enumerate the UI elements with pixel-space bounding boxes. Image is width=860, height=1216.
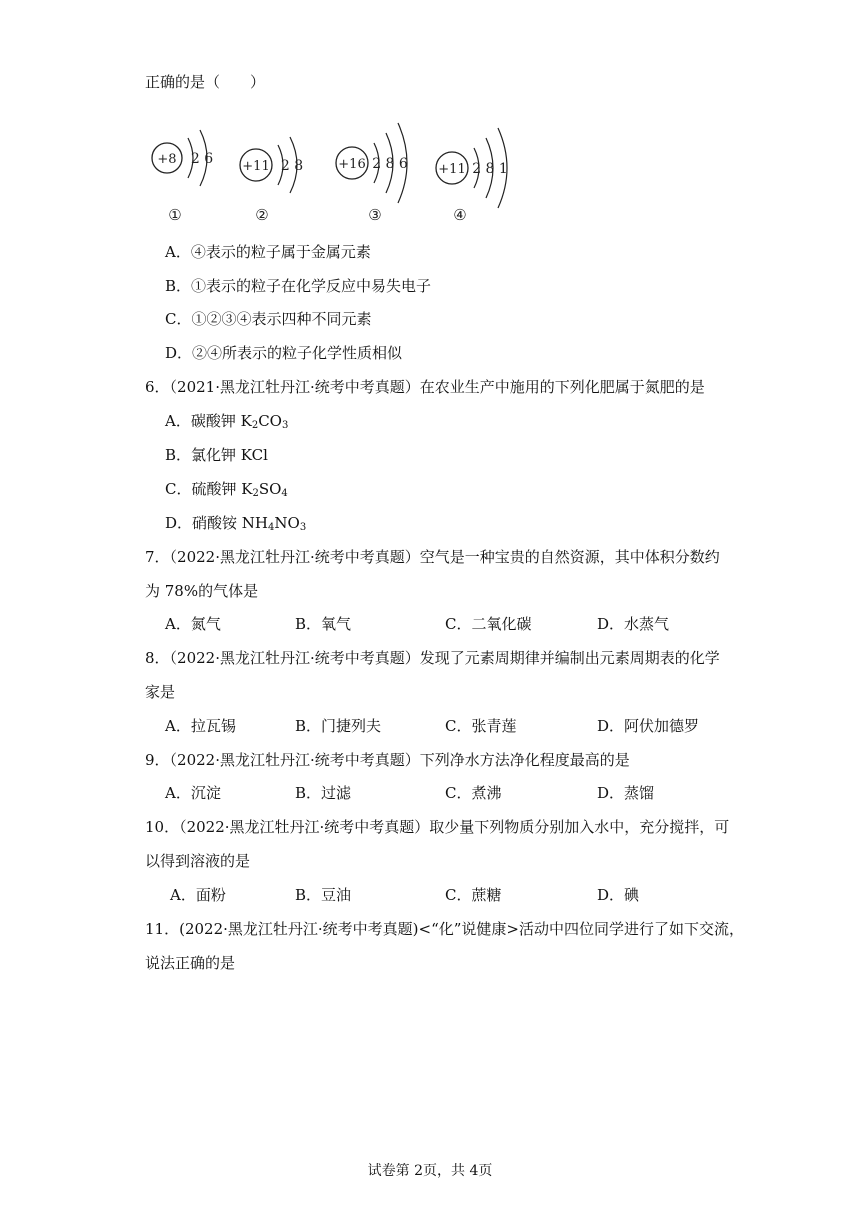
q10-option-c: C．蔗糖 bbox=[445, 886, 502, 904]
atom-structure-diagrams bbox=[140, 110, 540, 225]
atom-1-shells: 2 6 bbox=[190, 151, 214, 167]
q10-option-a: A．面粉 bbox=[170, 886, 226, 904]
q8-option-a: A．拉瓦锡 bbox=[165, 717, 236, 735]
q5-option-c: C．①②③④表示四种不同元素 bbox=[165, 310, 372, 328]
q9-option-a: A．沉淀 bbox=[165, 784, 221, 802]
q6-option-a: A．碳酸钾 $K_2CO_3$ bbox=[165, 412, 289, 431]
atom-2-nucleus: +11 bbox=[242, 159, 270, 174]
q9-stem: 9．（2022·黑龙江牡丹江·统考中考真题）下列净水方法净化程度最高的是 bbox=[145, 751, 630, 769]
atom-diagram-3 bbox=[336, 123, 408, 224]
q10-option-d: D．碘 bbox=[597, 886, 640, 904]
atom-4-nucleus: +11 bbox=[438, 162, 466, 177]
q11-stem-line1: 11．(2022·黑龙江牡丹江·统考中考真题)<“化”说健康>活动中四位同学进行了如下交流， bbox=[145, 920, 744, 938]
atom-4-label: ④ bbox=[453, 206, 467, 224]
atom-diagram-4 bbox=[436, 128, 508, 224]
page-footer: 试卷第 2页，共 4页 bbox=[367, 1163, 493, 1179]
atom-3-shells: 2 8 6 bbox=[372, 156, 408, 172]
atom-3-label: ③ bbox=[368, 206, 382, 224]
q10-stem-line2: 以得到溶液的是 bbox=[145, 852, 251, 870]
q11-stem-line2: 说法正确的是 bbox=[145, 954, 236, 972]
q8-option-b: B．门捷列夫 bbox=[295, 717, 382, 735]
atom-4-shells: 2 8 1 bbox=[472, 161, 508, 177]
atom-diagrams-svg bbox=[140, 110, 540, 225]
q7-option-d: D．水蒸气 bbox=[597, 615, 670, 633]
q8-stem-line2: 家是 bbox=[145, 683, 176, 701]
q6-option-c: C．硫酸钾 $K_2SO_4$ bbox=[165, 480, 288, 499]
atom-1-label: ① bbox=[168, 206, 182, 224]
q6-option-b: B．氯化钾 KCl bbox=[165, 446, 268, 464]
q5-option-a: A．④表示的粒子属于金属元素 bbox=[165, 243, 371, 261]
atom-2-label: ② bbox=[255, 206, 269, 224]
q9-option-c: C．煮沸 bbox=[445, 784, 502, 802]
atom-3-nucleus: +16 bbox=[338, 157, 366, 172]
atom-diagram-2 bbox=[240, 137, 303, 224]
atom-1-nucleus: +8 bbox=[157, 152, 177, 167]
q6-stem: 6．（2021·黑龙江牡丹江·统考中考真题）在农业生产中施用的下列化肥属于氮肥的是 bbox=[145, 378, 705, 396]
q8-stem-line1: 8．（2022·黑龙江牡丹江·统考中考真题）发现了元素周期律并编制出元素周期表的化学 bbox=[145, 649, 720, 667]
atom-diagram-1 bbox=[152, 130, 213, 224]
q6-option-d: D．硝酸铵 $NH_4NO_3$ bbox=[165, 514, 307, 533]
q8-option-c: C．张青莲 bbox=[445, 717, 517, 735]
q7-option-c: C．二氧化碳 bbox=[445, 615, 532, 633]
q7-option-b: B．氧气 bbox=[295, 615, 352, 633]
q9-option-b: B．过滤 bbox=[295, 784, 352, 802]
q5-stem-tail: 正确的是（ ） bbox=[145, 73, 266, 91]
q8-option-d: D．阿伏加德罗 bbox=[597, 717, 700, 735]
q5-option-b: B．①表示的粒子在化学反应中易失电子 bbox=[165, 277, 432, 295]
q10-stem-line1: 10．（2022·黑龙江牡丹江·统考中考真题）取少量下列物质分别加入水中，充分搅拌，可 bbox=[145, 818, 730, 836]
q5-option-d: D．②④所表示的粒子化学性质相似 bbox=[165, 344, 403, 362]
atom-2-shells: 2 8 bbox=[280, 158, 304, 174]
q7-option-a: A．氮气 bbox=[165, 615, 221, 633]
q7-stem-line1: 7．（2022·黑龙江牡丹江·统考中考真题）空气是一种宝贵的自然资源，其中体积分数约 bbox=[145, 548, 720, 566]
q9-option-d: D．蒸馏 bbox=[597, 784, 655, 802]
q10-option-b: B．豆油 bbox=[295, 886, 352, 904]
q7-stem-line2: 为 78%的气体是 bbox=[145, 582, 259, 600]
